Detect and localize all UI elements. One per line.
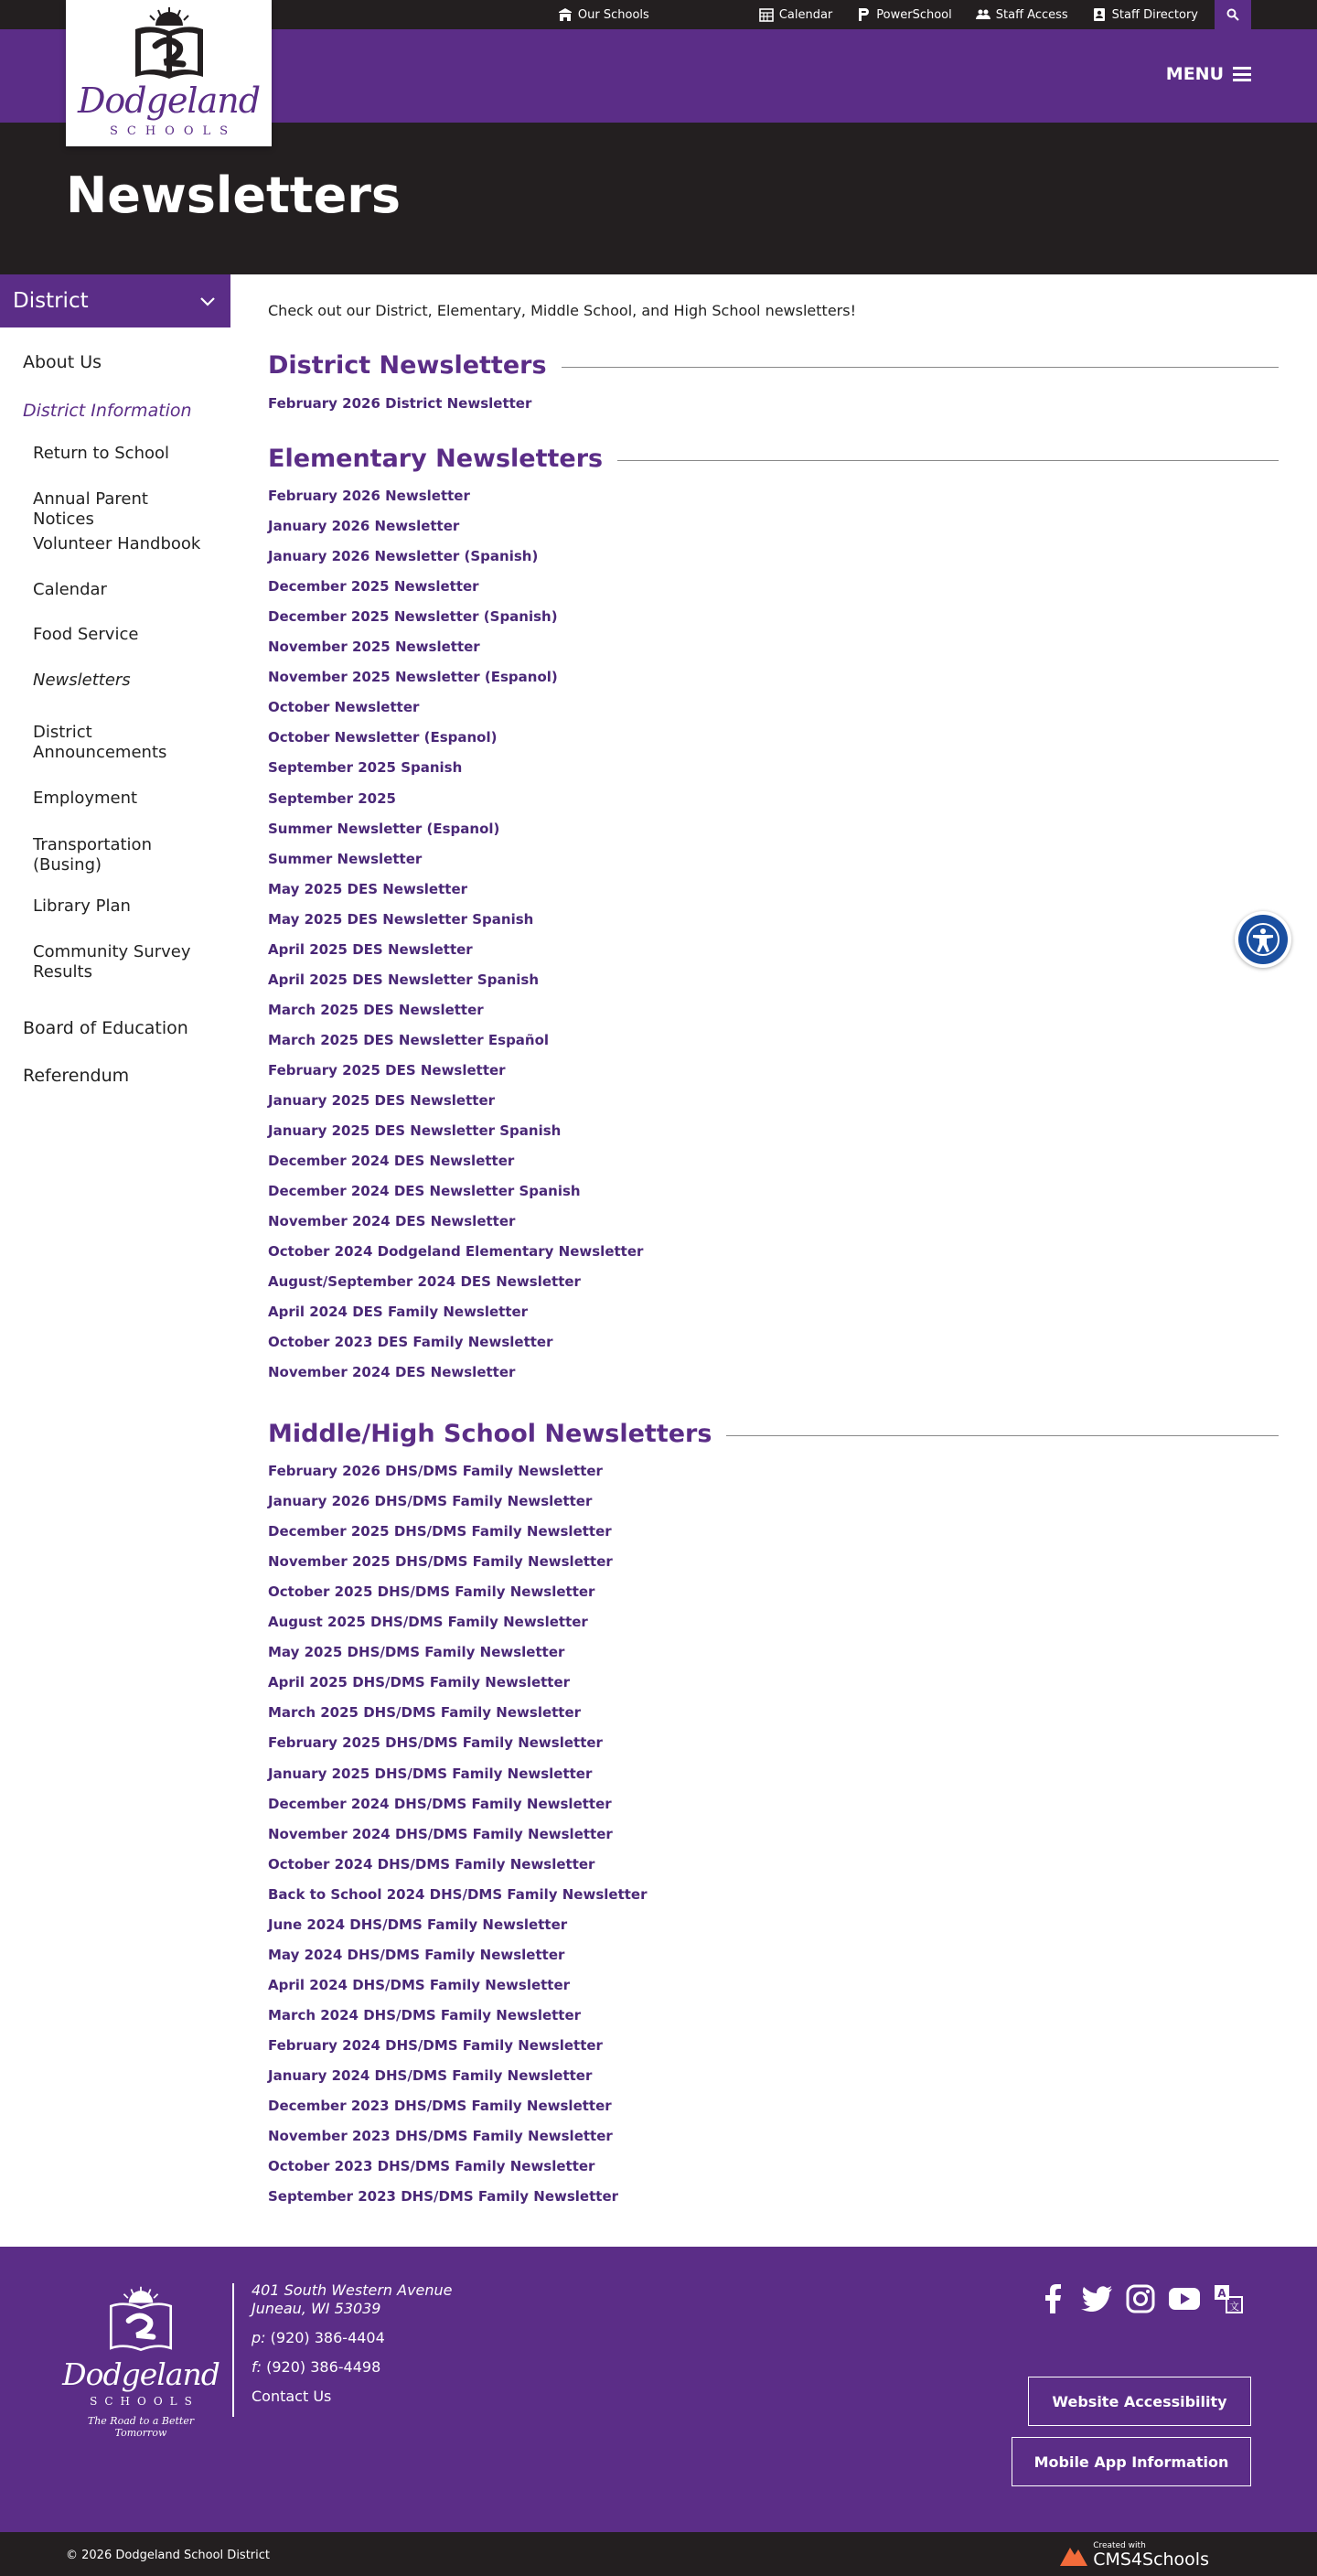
mobile-app-info-button[interactable]: Mobile App Information: [1012, 2437, 1251, 2486]
sidebar-item[interactable]: District Information: [23, 401, 192, 421]
newsletter-link[interactable]: December 2024 DES Newsletter: [268, 1153, 515, 1170]
district-logo[interactable]: [66, 0, 272, 146]
newsletter-link[interactable]: September 2023 DHS/DMS Family Newsletter: [268, 2188, 619, 2206]
fax-number: (920) 386-4498: [266, 2358, 381, 2376]
powerschool-label: PowerSchool: [876, 7, 952, 22]
newsletter-link[interactable]: January 2025 DHS/DMS Family Newsletter: [268, 1765, 593, 1782]
newsletter-link[interactable]: December 2023 DHS/DMS Family Newsletter: [268, 2098, 612, 2115]
newsletter-link[interactable]: Back to School 2024 DHS/DMS Family Newsletter: [268, 1885, 648, 1903]
sidebar-item[interactable]: Library Plan: [33, 896, 131, 916]
fax-label: f:: [252, 2358, 262, 2376]
newsletter-link[interactable]: April 2025 DHS/DMS Family Newsletter: [268, 1674, 571, 1691]
staff-directory-link[interactable]: [1092, 7, 1198, 22]
newsletter-link[interactable]: January 2025 DES Newsletter: [268, 1092, 496, 1109]
staff-access-link[interactable]: [976, 7, 1068, 22]
search-button[interactable]: [1215, 0, 1251, 29]
newsletter-link[interactable]: August 2025 DHS/DMS Family Newsletter: [268, 1614, 588, 1631]
cms4schools-link[interactable]: [1060, 2541, 1209, 2569]
newsletter-link[interactable]: March 2025 DHS/DMS Family Newsletter: [268, 1704, 582, 1722]
logo-wordmark: Dodgeland: [77, 80, 261, 121]
translate-icon: [1214, 2284, 1243, 2313]
menu-label: MENU: [1165, 64, 1224, 84]
sidebar-item[interactable]: About Us: [23, 352, 102, 372]
newsletter-link[interactable]: December 2025 Newsletter: [268, 578, 479, 596]
newsletter-link[interactable]: April 2025 DES Newsletter Spanish: [268, 971, 539, 988]
cms4schools-logo-icon: [1060, 2544, 1087, 2566]
newsletter-link[interactable]: December 2024 DHS/DMS Family Newsletter: [268, 1795, 612, 1812]
social-links: [1024, 2283, 1244, 2314]
newsletter-link[interactable]: May 2025 DES Newsletter Spanish: [268, 910, 534, 928]
newsletter-link[interactable]: September 2025: [268, 789, 396, 807]
sidebar-item[interactable]: Return to School: [33, 444, 170, 463]
cms4schools-text: [1093, 2541, 1209, 2569]
newsletter-link[interactable]: February 2024 DHS/DMS Family Newsletter: [268, 2036, 603, 2054]
our-schools-label: Our Schools: [577, 7, 649, 22]
logo-book-icon: [128, 5, 210, 84]
instagram-link[interactable]: [1125, 2283, 1156, 2314]
newsletter-link[interactable]: December 2024 DES Newsletter Spanish: [268, 1183, 581, 1200]
svg-text:A: A: [1217, 2287, 1226, 2300]
sidebar-item[interactable]: Calendar: [33, 580, 107, 599]
newsletter-link[interactable]: April 2025 DES Newsletter: [268, 940, 473, 958]
section-heading: [268, 445, 1279, 473]
newsletter-link[interactable]: February 2026 DHS/DMS Family Newsletter: [268, 1463, 603, 1479]
fax-row: [252, 2358, 453, 2377]
newsletter-link[interactable]: November 2025 Newsletter (Espanol): [268, 669, 558, 686]
newsletter-link[interactable]: November 2023 DHS/DMS Family Newsletter: [268, 2128, 613, 2145]
newsletter-link[interactable]: January 2026 Newsletter: [268, 518, 460, 535]
sidebar-item[interactable]: Food Service: [33, 625, 139, 644]
newsletter-link[interactable]: February 2025 DHS/DMS Family Newsletter: [268, 1734, 603, 1752]
footer-contact-info: [252, 2281, 453, 2406]
phone-number[interactable]: (920) 386-4404: [270, 2329, 385, 2346]
newsletter-link[interactable]: October 2024 DHS/DMS Family Newsletter: [268, 1855, 595, 1873]
copyright-text: © 2026 Dodgeland School District: [66, 2549, 270, 2562]
svg-text:文: 文: [1229, 2301, 1239, 2313]
sidebar-item[interactable]: Transportation (Busing): [33, 835, 152, 875]
newsletter-link[interactable]: February 2026 Newsletter: [268, 488, 470, 504]
sidebar-heading: District: [13, 289, 89, 313]
newsletter-link[interactable]: April 2024 DHS/DMS Family Newsletter: [268, 1976, 571, 1993]
youtube-link[interactable]: [1169, 2283, 1200, 2314]
newsletter-link[interactable]: January 2026 DHS/DMS Family Newsletter: [268, 1493, 593, 1510]
newsletter-link[interactable]: June 2024 DHS/DMS Family Newsletter: [268, 1916, 568, 1933]
newsletter-link[interactable]: March 2025 DES Newsletter Español: [268, 1031, 550, 1048]
sidebar-item[interactable]: Volunteer Handbook: [33, 534, 201, 553]
search-icon: [1226, 8, 1239, 21]
newsletter-link[interactable]: September 2025 Spanish: [268, 759, 463, 777]
cms-brand: CMS4Schools: [1093, 2549, 1209, 2570]
newsletter-link[interactable]: October 2025 DHS/DMS Family Newsletter: [268, 1583, 595, 1601]
calendar-icon: [759, 7, 774, 22]
footer-logo-subtitle: SCHOOLS: [90, 2395, 199, 2408]
facebook-icon: [1043, 2284, 1063, 2313]
sidebar-item[interactable]: Annual Parent Notices: [33, 489, 148, 529]
chevron-down-icon: [199, 293, 216, 309]
section-title: Elementary Newsletters: [268, 445, 604, 473]
accessibility-widget-button[interactable]: [1235, 911, 1291, 968]
section-rule: [562, 367, 1279, 368]
newsletter-link[interactable]: October Newsletter (Espanol): [268, 729, 498, 746]
translate-link[interactable]: [1213, 2283, 1244, 2314]
newsletter-link[interactable]: December 2025 Newsletter (Spanish): [268, 608, 558, 626]
staff-icon: [976, 7, 990, 22]
newsletter-link[interactable]: November 2024 DES Newsletter: [268, 1213, 516, 1230]
sidebar-section-toggle[interactable]: [0, 274, 230, 327]
bottom-bar: [0, 2532, 1317, 2576]
sidebar-item[interactable]: Employment: [33, 789, 138, 808]
cms-created-with: Created with: [1093, 2541, 1146, 2550]
newsletter-link[interactable]: February 2025 DES Newsletter: [268, 1061, 506, 1079]
newsletter-link[interactable]: March 2024 DHS/DMS Family Newsletter: [268, 2006, 582, 2023]
newsletter-link[interactable]: December 2025 DHS/DMS Family Newsletter: [268, 1523, 612, 1540]
newsletter-link[interactable]: January 2026 Newsletter (Spanish): [268, 548, 539, 565]
main-content: [268, 302, 1279, 2206]
newsletter-link[interactable]: November 2025 DHS/DMS Family Newsletter: [268, 1553, 613, 1571]
footer-logo-wordmark: Dodgeland: [62, 2356, 220, 2392]
newsletter-link[interactable]: May 2025 DHS/DMS Family Newsletter: [268, 1644, 565, 1661]
phone-row: [252, 2329, 453, 2347]
section-heading: [268, 351, 1279, 380]
section-rule: [617, 460, 1279, 461]
powerschool-icon: [856, 7, 871, 22]
section-title: District Newsletters: [268, 351, 547, 380]
contact-us-link[interactable]: Contact Us: [252, 2388, 332, 2405]
facebook-link[interactable]: [1037, 2283, 1068, 2314]
footer-logo[interactable]: [62, 2285, 220, 2439]
powerschool-link[interactable]: [856, 7, 951, 22]
directory-icon: [1092, 7, 1107, 22]
footer-logo-book-icon: [104, 2285, 177, 2355]
newsletter-link[interactable]: April 2024 DES Family Newsletter: [268, 1304, 529, 1321]
site-footer: [0, 2247, 1317, 2532]
accessibility-widget-inner: [1238, 915, 1288, 964]
twitter-link[interactable]: [1081, 2283, 1112, 2314]
newsletter-link[interactable]: October 2023 DES Family Newsletter: [268, 1334, 553, 1351]
section-rule: [726, 1435, 1279, 1436]
footer-divider: [232, 2283, 234, 2417]
hamburger-icon: [1233, 67, 1251, 81]
newsletter-link[interactable]: January 2025 DES Newsletter Spanish: [268, 1122, 562, 1140]
newsletter-link[interactable]: Summer Newsletter (Espanol): [268, 820, 500, 837]
newsletter-link[interactable]: November 2024 DHS/DMS Family Newsletter: [268, 1825, 613, 1842]
calendar-link[interactable]: [759, 7, 832, 22]
newsletter-link[interactable]: August/September 2024 DES Newsletter: [268, 1273, 581, 1291]
newsletter-link[interactable]: October 2024 Dodgeland Elementary Newsletter: [268, 1243, 644, 1261]
our-schools-link[interactable]: [558, 7, 649, 22]
address-line-1: 401 South Western Avenue: [252, 2281, 453, 2299]
school-icon: [558, 7, 573, 22]
menu-button[interactable]: [1166, 64, 1251, 84]
newsletter-link[interactable]: November 2025 Newsletter: [268, 639, 480, 656]
youtube-icon: [1169, 2287, 1200, 2311]
newsletter-link[interactable]: January 2024 DHS/DMS Family Newsletter: [268, 2067, 593, 2084]
website-accessibility-button[interactable]: Website Accessibility: [1028, 2377, 1251, 2426]
twitter-icon: [1081, 2286, 1112, 2312]
sidebar-item[interactable]: District Announcements: [33, 723, 167, 762]
newsletter-link[interactable]: February 2026 District Newsletter: [268, 395, 532, 412]
staff-directory-label: Staff Directory: [1111, 7, 1198, 22]
sidebar-item[interactable]: Board of Education: [23, 1018, 188, 1038]
sidebar-item[interactable]: Community Survey Results: [33, 942, 191, 982]
staff-access-label: Staff Access: [995, 7, 1068, 22]
sidebar-item[interactable]: Referendum: [23, 1066, 130, 1086]
utility-links: [534, 0, 1198, 29]
intro-text: Check out our District, Elementary, Middle School, and High School newsletters!: [268, 302, 856, 319]
accessibility-person-icon: [1246, 922, 1280, 957]
newsletter-link[interactable]: November 2024 DES Newsletter: [268, 1364, 516, 1381]
newsletter-link[interactable]: May 2025 DES Newsletter: [268, 880, 468, 897]
section-heading: [268, 1420, 1279, 1448]
phone-label: p:: [252, 2329, 266, 2346]
newsletter-link[interactable]: October 2023 DHS/DMS Family Newsletter: [268, 2158, 595, 2175]
newsletter-link[interactable]: Summer Newsletter: [268, 850, 423, 867]
address-line-2: Juneau, WI 53039: [252, 2300, 381, 2317]
instagram-icon: [1126, 2284, 1155, 2313]
page-title: Newsletters: [66, 166, 402, 224]
logo-subtitle: SCHOOLS: [109, 124, 238, 138]
calendar-label: Calendar: [778, 7, 833, 22]
newsletter-link[interactable]: March 2025 DES Newsletter: [268, 1001, 484, 1018]
newsletter-link[interactable]: October Newsletter: [268, 699, 420, 716]
sidebar-item[interactable]: Newsletters: [33, 671, 131, 690]
newsletter-link[interactable]: May 2024 DHS/DMS Family Newsletter: [268, 1946, 565, 1963]
section-title: Middle/High School Newsletters: [268, 1420, 712, 1448]
footer-tagline: The Road to a Better Tomorrow: [87, 2415, 195, 2439]
